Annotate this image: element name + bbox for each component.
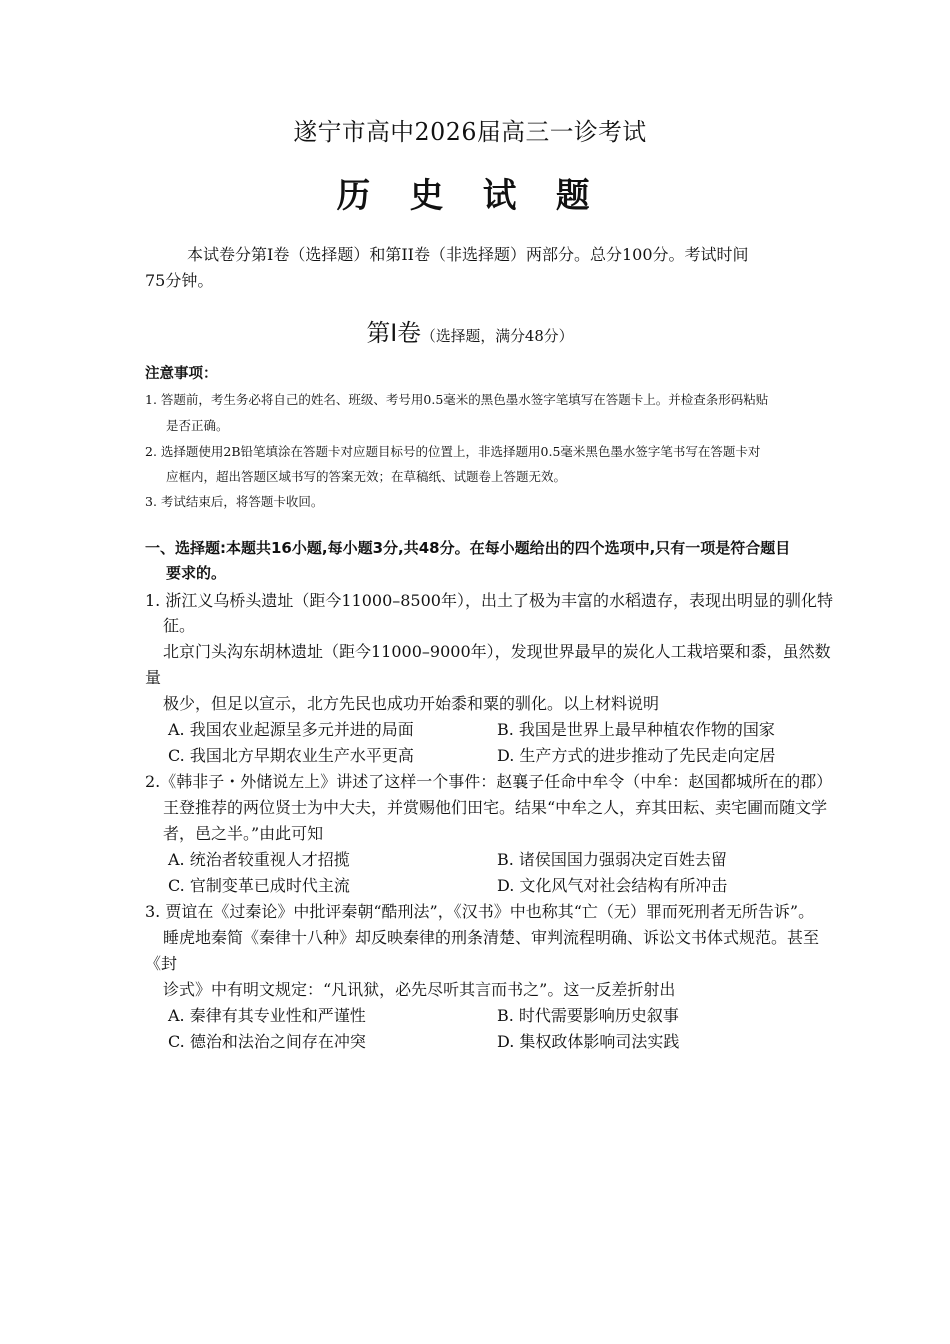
exam-title: 遂宁市高中2026届高三一诊考试: [293, 118, 647, 146]
notice-heading: 注意事项：: [145, 366, 218, 382]
question-2-line: 2.《韩非子・外储说左上》讲述了这样一个事件：赵襄子任命中牟令（中牟：赵国都城所在的郡）: [145, 772, 833, 791]
question-3-line: 3. 贾谊在《过秦论》中批评秦朝“酷刑法”，《汉书》中也称其“亡（无）罪而死刑者无所告诉”。: [145, 902, 815, 921]
question-3-option-a: A. 秦律有其专业性和严谨性: [168, 1006, 366, 1025]
question-3-option-c: C. 德治和法治之间存在冲突: [168, 1032, 366, 1051]
question-2-option-a: A. 统治者较重视人才招揽: [168, 850, 350, 869]
question-1-option-a: A. 我国农业起源呈多元并进的局面: [168, 720, 414, 739]
question-2-option-c: C. 官制变革已成时代主流: [168, 876, 350, 895]
intro-line-1: 本试卷分第Ⅰ卷（选择题）和第II卷（非选择题）两部分。总分100分。考试时间: [187, 245, 749, 264]
question-3-option-b: B. 时代需要影响历史叙事: [497, 1006, 679, 1025]
question-3-line: 诊式》中有明文规定：“凡讯狱，必先尽听其言而书之”。这一反差折射出: [163, 980, 676, 999]
notice-item-1: 1. 答题前，考生务必将自己的姓名、班级、考号用0.5毫米的黑色墨水签字笔填写在答题卡上。并检查条形码粘贴: [145, 392, 769, 407]
question-2-line: 王登推荐的两位贤士为中大夫，并赏赐他们田宅。结果“中牟之人，弃其田耘、卖宅圃而随文学: [163, 798, 828, 817]
question-1-line: 1. 浙江义乌桥头遗址（距今11000–8500年），出土了极为丰富的水稻遗存，表现出明显的驯化特: [145, 591, 833, 610]
section1-heading-cont: 要求的。: [166, 564, 227, 582]
question-1-option-d: D. 生产方式的进步推动了先民走向定居: [497, 746, 776, 765]
part1-heading: [0, 313, 940, 348]
question-1-line: 征。: [163, 616, 196, 635]
question-1-line: 极少，但足以宣示，北方先民也成功开始黍和粟的驯化。以上材料说明: [163, 694, 660, 713]
subject-title: 历 史 试 题: [336, 176, 604, 216]
intro-line-2: 75分钟。: [145, 271, 214, 290]
question-2-option-d: D. 文化风气对社会结构有所冲击: [497, 876, 728, 895]
question-1-option-c: C. 我国北方早期农业生产水平更高: [168, 746, 414, 765]
question-3-line: 《封: [145, 954, 178, 973]
notice-item-1-cont: 是否正确。: [166, 418, 229, 433]
question-2-line: 者，邑之半。”由此可知: [163, 824, 324, 843]
notice-item-2: 2. 选择题使用2B铅笔填涂在答题卡对应题目标号的位置上，非选择题用0.5毫米黑色墨水签字笔书写在答题卡对: [145, 444, 761, 459]
question-1-line: 量: [145, 668, 162, 687]
notice-item-3: 3. 考试结束后，将答题卡收回。: [145, 494, 324, 509]
part1-title: 第Ⅰ卷: [366, 319, 422, 347]
notice-item-2-cont: 应框内，超出答题区域书写的答案无效；在草稿纸、试题卷上答题无效。: [166, 469, 567, 484]
question-1-option-b: B. 我国是世界上最早种植农作物的国家: [497, 720, 775, 739]
question-3-line: 睡虎地秦简《秦律十八种》却反映秦律的刑条清楚、审判流程明确、诉讼文书体式规范。甚至: [163, 928, 820, 947]
question-2-option-b: B. 诸侯国国力强弱决定百姓去留: [497, 850, 727, 869]
question-1-line: 北京门头沟东胡林遗址（距今11000–9000年），发现世界最早的炭化人工栽培粟和黍，虽然数: [163, 642, 831, 661]
part1-subtitle: （选择题，满分48分）: [421, 327, 574, 345]
section1-heading: 一、选择题:本题共16小题,每小题3分,共48分。在每小题给出的四个选项中,只有一项是符合题目: [145, 539, 791, 557]
question-3-option-d: D. 集权政体影响司法实践: [497, 1032, 680, 1051]
